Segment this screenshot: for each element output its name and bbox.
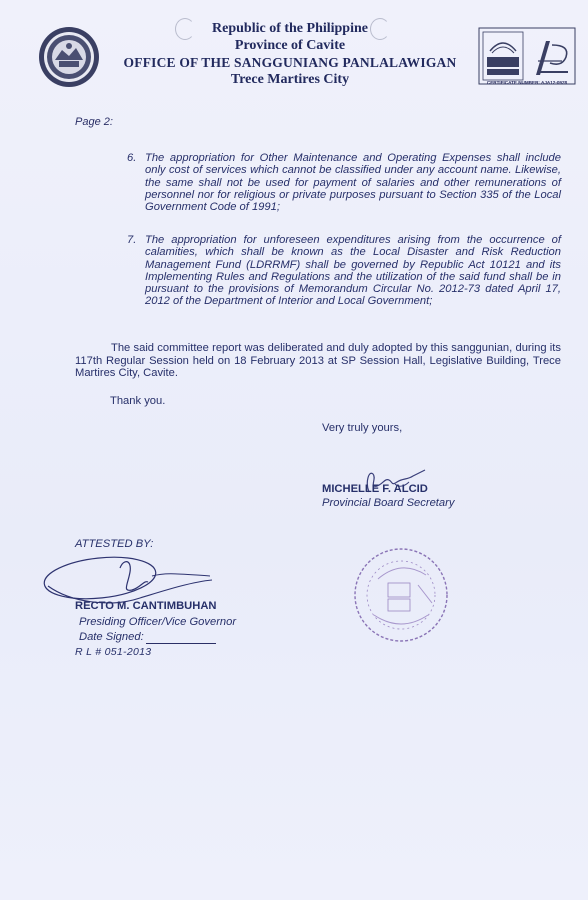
list-item-text: The appropriation for Other Maintenance and Operating Expenses shall include only cost of services which cannot be classified under any account name. Likewise, the same shall not be used for payment of salaries and other remunerations of personnel nor for religious or private purposes pursuant to Section 335 of the Local Government Code of 1991; [145,152,561,214]
complimentary-close: Very truly yours, [322,422,403,434]
attested-label: ATTESTED BY: [75,538,154,550]
thanks-line: Thank you. [110,395,166,407]
attester-title: Presiding Officer/Vice Governor [79,616,237,628]
closing-paragraph: The said committee report was deliberated and duly adopted by this sanggunian, during its 117th Regular Session held on 18 February 2013 at SP Session Hall, Legislative Building, Trece Martires City, Cavite. [75,342,561,380]
reference-number: R L # 051-2013 [75,646,152,658]
letterhead-office: OFFICE OF THE SANGGUNIANG PANLALAWIGAN [123,55,457,70]
list-item-number: 7. [127,234,137,246]
list-item [127,234,561,308]
letterhead-line1: Republic of the Philippine [212,21,368,36]
date-signed-label: Date Signed: [79,631,144,643]
certificate-number: CERTIFICATE NUMBER: AJA12-0928 [486,80,568,85]
letterhead-line2: Province of Cavite [234,38,346,53]
provincial-seal-icon [38,26,100,88]
list-item [127,152,561,213]
list-item-number: 6. [127,152,137,164]
signatory-title: Provincial Board Secretary [322,497,455,509]
letterhead-city: Trece Martires City [230,72,350,87]
attester-name: RECTO M. CANTIMBUHAN [75,600,217,612]
page-label: Page 2: [75,116,113,128]
list-item-text: The appropriation for unforeseen expenditures arising from the occurrence of calamities, which shall be known as the Local Disaster and Risk Reduction Management Fund (LDRRMF) shall be governed by Republic Act 10121 and its Implementing Rules and Regulations and the utilization of the said fund shall be in pursuant to the provisions of Memorandum Circular No. 2012-73 dated April 17, 2012 of the Department of Interior and Local Government; [145,234,561,308]
letterhead [115,20,465,88]
received-stamp-icon [348,545,454,645]
signatory-name: MICHELLE F. ALCID [322,483,428,495]
date-signed-line [146,643,216,644]
